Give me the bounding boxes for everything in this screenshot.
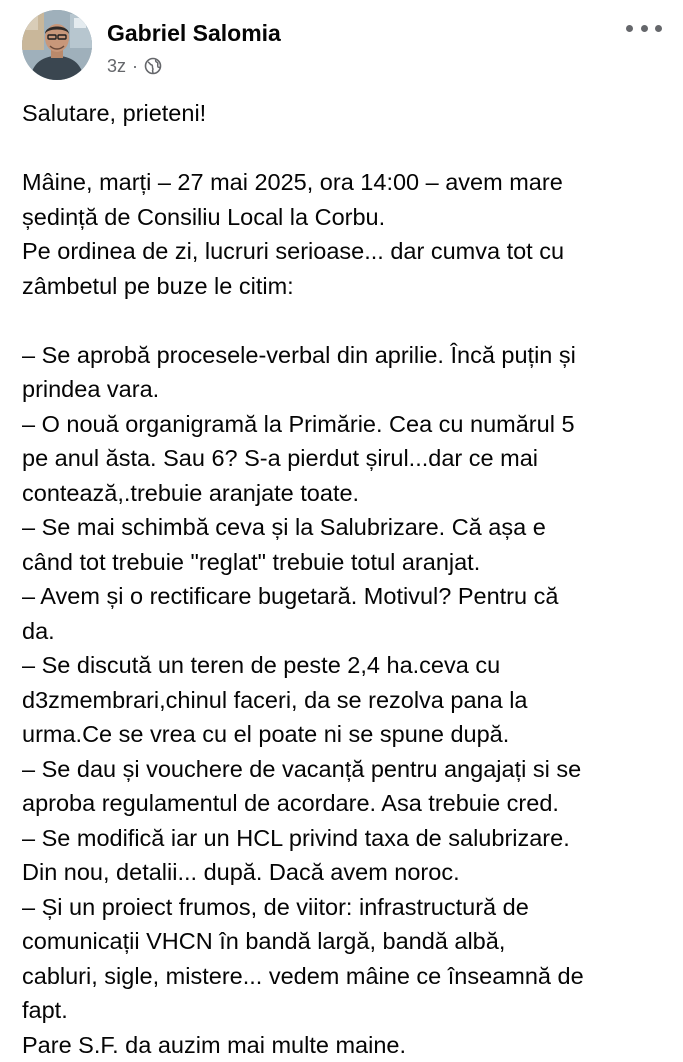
post-text-line: fapt. — [22, 993, 672, 1028]
post-text-line: – Se aprobă procesele-verbal din aprilie. Încă puțin și — [22, 338, 672, 373]
post-text-line: urma.Ce se vrea cu el poate ni se spune după. — [22, 717, 672, 752]
post-text-line: Pare S.F. da auzim mai multe maine. — [22, 1028, 672, 1062]
post-text-line: ședință de Consiliu Local la Corbu. — [22, 200, 672, 235]
post-text-line: – Se mai schimbă ceva și la Salubrizare. Că așa e — [22, 510, 672, 545]
post-text-line: – Se modifică iar un HCL privind taxa de salubrizare. — [22, 821, 672, 856]
post-text-line: da. — [22, 614, 672, 649]
post-lines — [22, 165, 672, 1062]
post-text-line: Mâine, marți – 27 mai 2025, ora 14:00 – avem mare — [22, 165, 672, 200]
post-text-line: Din nou, detalii... după. Dacă avem noroc. — [22, 855, 672, 890]
meta-separator: · — [132, 56, 138, 77]
post-text-line: – Se discută un teren de peste 2,4 ha.ceva cu — [22, 648, 672, 683]
post-text-line: Pe ordinea de zi, lucruri serioase... dar cumva tot cu — [22, 234, 672, 269]
author-name[interactable]: Gabriel Salomia — [107, 20, 281, 47]
post-greeting: Salutare, prieteni! — [22, 96, 672, 131]
post-text-line: prindea vara. — [22, 372, 672, 407]
post-text-line: comunicații VHCN în bandă largă, bandă albă, — [22, 924, 672, 959]
more-dot-icon — [641, 25, 648, 32]
post-text-line: aproba regulamentul de acordare. Asa trebuie cred. — [22, 786, 672, 821]
more-dot-icon — [655, 25, 662, 32]
post-header — [22, 10, 662, 84]
post-text-line: zâmbetul pe buze le citim: — [22, 269, 672, 304]
post-text-line: – O nouă organigramă la Primărie. Cea cu numărul 5 — [22, 407, 672, 442]
avatar-photo — [22, 10, 92, 80]
post-text-line: contează,.trebuie aranjate toate. — [22, 476, 672, 511]
post-text-line: cabluri, sigle, mistere... vedem mâine ce înseamnă de — [22, 959, 672, 994]
paragraph-spacer — [22, 131, 672, 166]
post-text-line: – Și un proiect frumos, de viitor: infrastructură de — [22, 890, 672, 925]
post-timestamp[interactable]: 3z — [107, 56, 126, 77]
post-text-line: – Se dau și vouchere de vacanță pentru angajați si se — [22, 752, 672, 787]
paragraph-spacer — [22, 303, 672, 338]
more-dot-icon — [626, 25, 633, 32]
more-options-icon[interactable] — [626, 18, 662, 38]
avatar[interactable] — [22, 10, 92, 80]
post-text-line: când tot trebuie "reglat" trebuie totul aranjat. — [22, 545, 672, 580]
globe-icon[interactable] — [144, 57, 162, 75]
post-text-line: d3zmembrari,chinul faceri, da se rezolva pana la — [22, 683, 672, 718]
post-text — [22, 96, 672, 1062]
post-text-line: pe anul ăsta. Sau 6? S-a pierdut șirul...dar ce mai — [22, 441, 672, 476]
post-text-line: – Avem și o rectificare bugetară. Motivul? Pentru că — [22, 579, 672, 614]
post-meta — [107, 55, 162, 77]
